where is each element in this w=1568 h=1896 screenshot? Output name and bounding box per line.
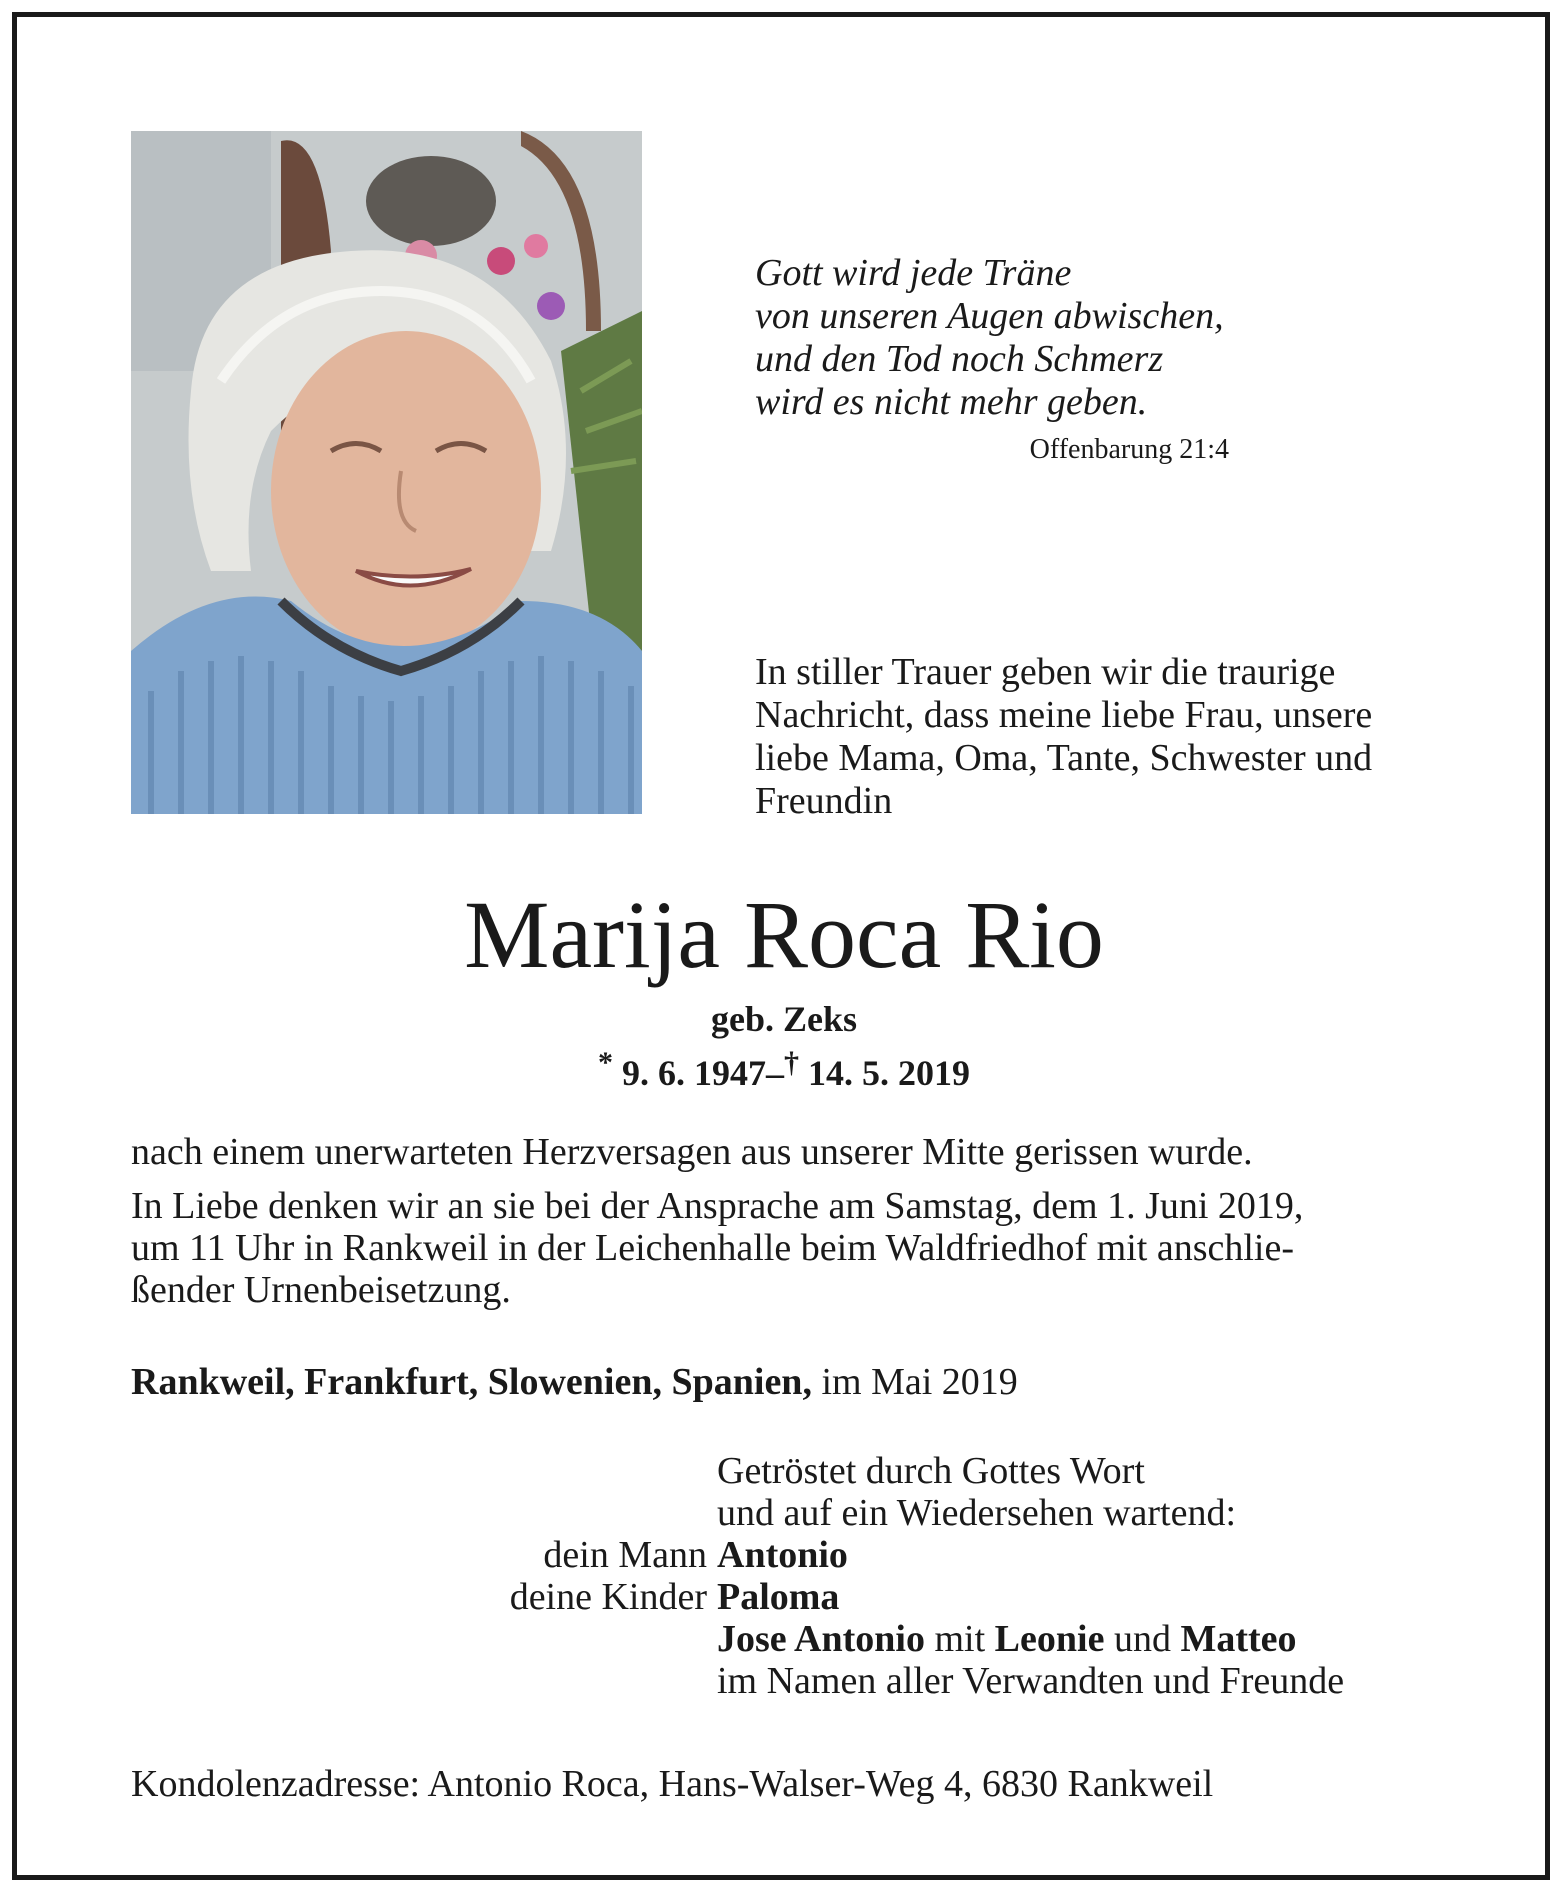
places-and-date: [131, 1360, 1018, 1404]
grandchild-name: Matteo: [1180, 1618, 1297, 1660]
places-list: Rankweil, Frankfurt, Slowenien, Spanien,: [131, 1361, 812, 1403]
child-name: Paloma: [717, 1576, 840, 1618]
announcement-date: im Mai 2019: [821, 1361, 1018, 1403]
death-date: 14. 5. 2019: [808, 1053, 970, 1093]
portrait-illustration: [131, 131, 642, 814]
maiden-name: geb. Zeks: [710, 999, 858, 1039]
verse-line: und den Tod noch Schmerz: [755, 338, 1164, 380]
body-line: In Liebe denken wir an sie bei der Ansprache am Samstag, dem 1. Juni 2019,: [131, 1185, 1304, 1227]
family-closing: im Namen aller Verwandten und Freunde: [717, 1660, 1345, 1702]
death-mark: †: [784, 1046, 799, 1079]
announcement-body: [131, 1131, 1441, 1311]
body-line: ßender Urnenbeisetzung.: [131, 1269, 511, 1311]
intro-line: In stiller Trauer geben wir die traurige: [755, 651, 1336, 693]
intro-line: liebe Mama, Oma, Tante, Schwester und: [755, 737, 1373, 779]
family-intro: und auf ein Wiedersehen wartend:: [717, 1492, 1237, 1534]
bible-verse: [755, 252, 1275, 470]
conjunction: mit: [934, 1618, 986, 1660]
birth-date: 9. 6. 1947: [622, 1053, 766, 1093]
birth-mark: *: [598, 1046, 613, 1079]
child-name: Jose Antonio: [717, 1618, 925, 1660]
children-label: deine Kinder: [509, 1576, 707, 1618]
intro-line: Nachricht, dass meine liebe Frau, unsere: [755, 694, 1373, 736]
life-dates: [0, 1042, 1568, 1094]
verse-line: wird es nicht mehr geben.: [755, 381, 1148, 423]
announcement-intro: [755, 651, 1440, 823]
deceased-name: Marija Roca Rio: [464, 881, 1104, 988]
conjunction: und: [1113, 1618, 1171, 1660]
verse-line: von unseren Augen abwischen,: [755, 295, 1224, 337]
body-line: nach einem unerwarteten Herzversagen aus unserer Mitte gerissen wurde.: [131, 1131, 1253, 1173]
body-line: um 11 Uhr in Rankweil in der Leichenhalle beim Waldfriedhof mit anschlie-: [131, 1227, 1294, 1269]
intro-line: Freundin: [755, 780, 893, 822]
condolence-address: Kondolenzadresse: Antonio Roca, Hans-Walser-Weg 4, 6830 Rankweil: [131, 1763, 1214, 1805]
husband-name: Antonio: [717, 1534, 848, 1576]
verse-line: Gott wird jede Träne: [755, 252, 1072, 294]
grandchild-name: Leonie: [994, 1618, 1105, 1660]
verse-reference: Offenbarung 21:4: [1029, 434, 1229, 465]
family-signatures: [131, 1450, 1441, 1702]
husband-label: dein Mann: [543, 1534, 707, 1576]
family-intro: Getröstet durch Gottes Wort: [717, 1450, 1145, 1492]
portrait-photo: [131, 131, 642, 814]
date-separator: –: [766, 1053, 784, 1093]
